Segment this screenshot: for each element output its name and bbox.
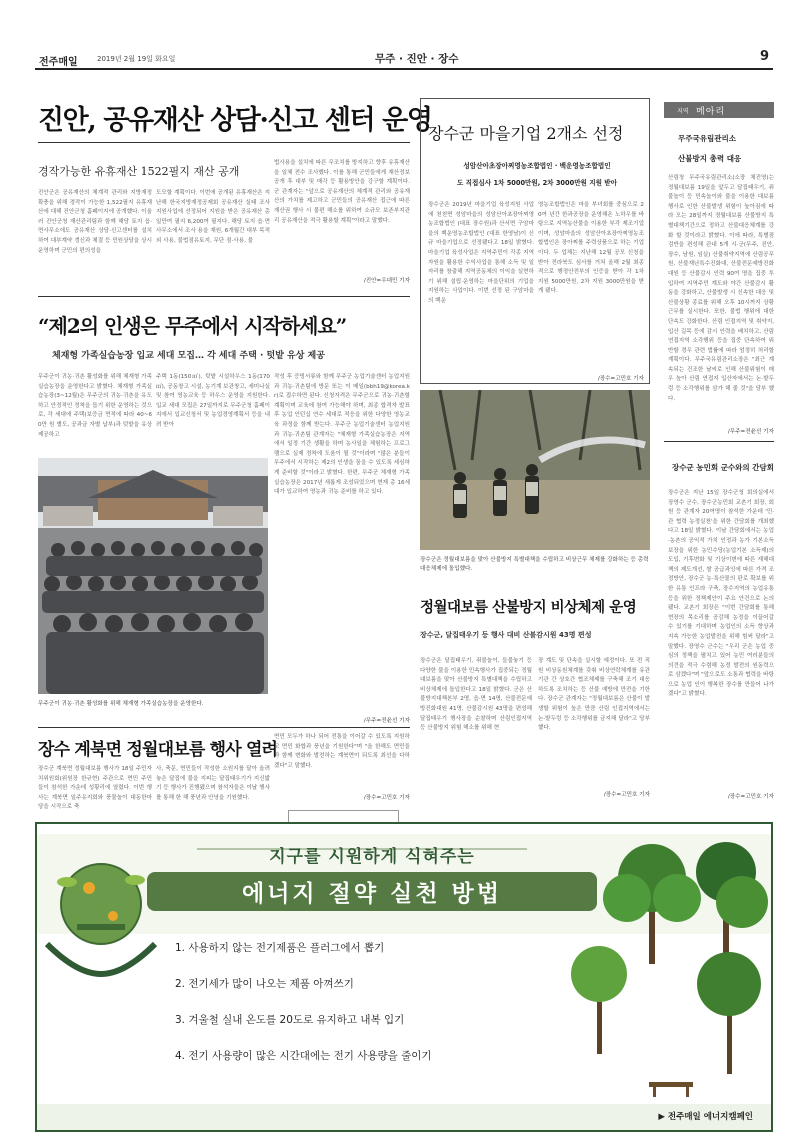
muju-headline: “제2의 인생은 무주에서 시작하세요” xyxy=(38,314,347,338)
sidebar-title: 메아리 xyxy=(696,107,726,117)
issue-date: 2019년 2월 19일 화요일 xyxy=(97,55,176,63)
village-body-col1: 장수군은 2019년 마을기업 육성지원 사업에 천천면 성암마을의 성암산아초장아찌영농조합법인 (대표 장수원)과 산서면 구암마을의 백운영농조합법인 (대표 한영남)이 신규 마을기업으로 선정됐다고 18일 밝혔다. 마을기업 육성사업은 지역주민이 각종 지역자원을 활용한 수익사업을 통해 소득 및 일자리를 창출해 지역공동체의 이익을 실현하기 위해 설립·운영하는 마을단위의 기업을 지원하는 사업이다. 이번 선정 된 구암마을의 백운 xyxy=(428,202,534,304)
fire-subhead: 장수군, 달집태우기 등 행사 대비 산불감시원 43명 편성 xyxy=(420,631,592,639)
festival-body-col1: 장수군 계북면 정월대보름 행사가 18일 주민자치위원회(위원장 한규현) 주관으로 면민 주민들이 참석한 가운데 성황리에 열렸다. 이번 행사는 계북면 일주유지회와 풍물놀이 대동한마당을 시작으로 축 xyxy=(38,766,152,811)
jinan-body-col2: 도모할 계획이다. 이번에 공개된 유휴재산은 지난해 한국지방재정공제회 공유재산 실태 조사 지원사업에 선정되어 지원을 받은 공유재산 총 일만여 필지 6,200여 필지다. 해당 토지 읍·면사무소에서 조사 용을 재원, 6개월간 대부 목적 외 사용, 불법점유토지, 무단 점·사용, 불 xyxy=(156,190,270,244)
energy-tip-2: 2. 전기세가 많이 나오는 제품 아껴쓰기 xyxy=(175,978,354,990)
muju-body-col3: 작성 후 증빙서류와 함께 무주군 농업기술센터 농업지원과 귀농·귀촌팀에 방문 또는 이 메일(bbh19@korea.kr)로 접수하면 된다. 신청자격은 무주군으로 귀농·귀촌할 계획이며 교육에 참여 가능해야 하며, 최종 합격자 발표 후 농업 인턴십 연수 세대로 적응을 위한 다양한 영농교육 과정을 함께 받는다. 무주군 농업기술센터 농업지원과 귀농·귀촌팀 관계자는 "체재형 가족실습농장은 지역에서 일정 기간 생활을 하며 농사일을 체험하는 프로그램으로 실제 정착에 도움이 될 것"이라며 "많은 분들이 무주에서 시작하는 제2의 인생을 꿈을 수 있도록 세심하게 준비할 것"이라고 밝혔다. 한편, 무주군 체재형 가족실습농장은 2017년 새롭게 조성되었으며 현재 총 16세대가 입교하여 영농과 귀농 준비를 하고 있다. xyxy=(274,374,410,496)
village-subhead-2: 도 직접심사 1차 5000만원, 2차 3000만원 지원 받아 xyxy=(457,179,617,187)
fire-byline: /장수=고민호 기자 xyxy=(603,792,650,798)
page-number: 9 xyxy=(759,49,769,64)
festival-body-col2: 사, 축문, 면민들이 작성한 소원지를 달아 올려놓은 달집에 불을 지피는 달집태우기가 지신밟기 등 행사가 진행됐으며 참석자들은 이날 행사를 통해 한 해 풍년과 안녕을 기원했다. xyxy=(156,766,270,801)
muju-photo-caption: 무주군이 귀농·귀촌 활성화를 위해 체재형 가족실습농장을 운영한다. xyxy=(38,701,204,707)
energy-ad-illustration xyxy=(37,824,771,1130)
energy-tip-3: 3. 겨울철 실내 온도를 20도로 유지하고 내복 입기 xyxy=(175,1014,405,1026)
muju-photo xyxy=(38,458,268,694)
rule xyxy=(38,296,410,297)
sidebar-item2-byline: /장수=고민호 기자 xyxy=(727,794,774,800)
festival-body-col3: 면민 모두가 하나 되어 전통을 이어갈 수 있도록 지원하고 면민 화합과 풍년을 기원한다"며 "올 한해도 면민들과 함께 변화와 발전하는 계북면이 되도록 최선을 다하겠다"고 말했다. xyxy=(274,734,410,769)
group-photo-image xyxy=(38,458,268,694)
sidebar-header xyxy=(664,102,774,118)
sidebar-item1-title2: 산불방지 총력 대응 xyxy=(678,154,742,163)
sidebar-item2-title: 장수군 농민회 군수와의 간담회 xyxy=(672,463,775,472)
muju-body-col2: 주택 1동(150㎡), 텃밭 시설하우스 1동(170㎡), 공동창고 시설, 농기계 보관창고, 세미나실 및 참여 영농교육 등 하우스 운영을 지원한다. 입교 세대 모집은 27일까지로 무주군청 홈페이지에서 입교신청서 및 농업경영계획서 등을 내려 받아 xyxy=(156,374,270,428)
energy-ad-footer: ▶ 전주매일 에너지캠페인 xyxy=(658,1112,753,1122)
sidebar-item1-body: 산림청 무주국유림관리소(소장 채진영)는 정월대보름 19일을 앞두고 달집태우기, 쥐불놀이 등 민속놀이와 불을 이용한 대보름 행사로 인한 산불발생 위험이 높아짐에 따라 오는 28일까지 정월대보름 산불방지 특별대책기간으로 정하고 산불대응체계를 강화 할 것이라고 밝혔다. 이에 따라, 특별점검반을 편성해 관내 5개 시·군(무주, 진안, 장수, 남원, 임실) 산불취약지역에 산림공무원, 산불재난특수진화대, 산불전문예방진화대원 등 산불감시 인력 90여 명을 집중 투입하여 지역주민 계도와 야간 산불감시 활동을 강화하고, 산불발생 시 신속한 대응 및 산불상황 종료를 위해 오후 10시까지 상황근무를 실시한다. 또한, 불법 행위에 대한 단속도 강화한다. 산림 인접지역 및 취약지, 입산 길목 등에 감시 인력을 배치하고, 산림 연접지역 소각행위 등을 집중 단속하여 위반할 경우 관련 법률에 따라 엄정히 처리할 계획이다. 무주국유림관리소장은 "최근 계속되는 건조한 날씨로 인해 산불위험이 매우 높아 산림 연접지 입산자에서는 논·밭두렁 등 소각행위를 삼가 해 줄 것"을 당부 했다. xyxy=(668,175,774,402)
jinan-headline: 진안, 공유재산 상담·신고 센터 운영 xyxy=(38,105,432,136)
fire-photo xyxy=(420,390,650,550)
jinan-subhead: 경작가능한 유휴재산 1522필지 재산 공개 xyxy=(38,165,240,178)
rule xyxy=(38,142,410,143)
muju-subhead: 체재형 가족실습농장 입교 세대 모집… 각 세대 주택 · 텃밭 유상 제공 xyxy=(52,351,325,361)
rule xyxy=(38,727,410,728)
energy-ad xyxy=(35,822,773,1132)
section-title: 무주 · 진안 · 장수 xyxy=(375,53,459,65)
fire-body-col2: 장 계도 및 단속을 실시할 예정이다. 또 전 직원 비상동원체계를 갖춰 비상연락체계를 유관기관 간 상호간 협조체제를 구축해 조기 대응하도록 조치하는 등 산불 예방에 만전을 기한다. 장수군 관계자는 "정월대보름은 산불이 발생할 위험이 높은 만큼 산림 인접지역에서는 논·밭두렁 등 소각행위를 금지해 달라"고 당부했다. xyxy=(538,658,650,732)
village-byline: /장수=고민호 기자 xyxy=(597,376,644,382)
energy-tip-4: 4. 전기 사용량이 많은 시간대에는 전기 사용량을 줄이기 xyxy=(175,1050,432,1062)
energy-ad-title-1: 지구를 시원하게 식혀주는 xyxy=(269,847,475,867)
jinan-body-col1: 진안군은 공유재산의 체계적 관리와 지방재정 확충을 위해 경작이 가능한 1,522필지 유휴재산에 대해 진안군청 홈페이지에 공개했다. 이울러 진안군청 재산관리팀과 함께 해당 토지 읍·면사무소에도 공유재산 상담·신고센터를 설치하여 대부계약 갱신과 체결 등 민원상담을 상시 운영하며 군민의 편의성을 xyxy=(38,190,152,254)
village-subhead-1: 성암산아초장아찌영농조합법인 · 백운영농조합법인 xyxy=(463,162,611,170)
sidebar-item1-byline: /무주=전윤선 기자 xyxy=(727,429,774,435)
festival-byline: /장수=고민호 기자 xyxy=(363,795,410,801)
masthead xyxy=(35,44,773,70)
sidebar-label: 지역 xyxy=(677,108,689,115)
energy-ad-title-2: 에너지 절약 실천 방법 xyxy=(147,872,597,911)
fire-photo-caption: 장수군은 정월대보름을 맞아 산불방지 특별대책을 수립하고 비상근무 체제를 강화하는 등 총력 대응체제에 돌입했다. xyxy=(420,557,649,572)
paper-name: 전주매일 xyxy=(39,57,78,68)
jinan-body-col3: 법사용을 설치에 따른 무조치를 방지하고 향후 유휴재산을 일체 전수 조사했다. 이를 통해 군민들에게 재산정보 공개 후 대부 및 매각 등 활용방안을 강구할 계획이다. 군 관계자는 "앞으로 공유재산의 체계적 관리와 공유재산의 가치를 제고하고 군민들의 공유재산 접근에 따른 재산권 행사 시 불편 해소를 위하여 소규모 보존부지관리 공유재산을 적극 활용할 계획"이라고 말했다. xyxy=(274,160,410,224)
fire-headline: 정월대보름 산불방지 비상체제 운영 xyxy=(420,599,637,616)
sidebar-item1-title1: 무주국유림관리소 xyxy=(678,134,736,143)
rule xyxy=(664,441,774,442)
muju-body-col1: 무주군이 귀농·귀촌 활성화를 위해 체재형 가족실습농장을 운영한다고 밝혔다. 체재형 가족실습농장(3~12월)은 무주군의 귀농·귀촌을 유도하고 안정적인 정착을 돕기 위한 운영하는 것으로, 각 세대에 주택(보증금 면적에 따라 40~60만 원 별도, 공과금 자별 납부)과 텃밭을 유상 제공하고 xyxy=(38,374,152,438)
fire-drill-image xyxy=(420,390,650,550)
fire-body-col1: 장수군은 달집태우기, 쥐불놀이, 들불놓기 등 다양한 불을 이용한 민속행사가 집중되는 정월대보름을 맞아 산불방지 특별대책을 수립하고 비상체제에 돌입한다고 18일 밝혔다. 군은 산불방지대책본부 2명, 읍·면 14명, 산불전문예방진화대원 41명, 산불감시원 43명을 편성해 달집태우기 행사장을 순찰하며 산림인접지역 등 산불방지 위험 해소를 위해 현 xyxy=(420,658,532,732)
energy-tip-1: 1. 사용하지 않는 전기제품은 플러그에서 뽑기 xyxy=(175,942,385,954)
village-body-col2: 영농조합법인은 마을 부녀회를 중심으로 20여 년간 한과공장을 운영해온 노하우를 바탕으로 지역농산물을 이용한 부각 제조기업이며, 성암마을의 성암산아초장아찌영농조합법인은 장아찌를 주력상품으로 하는 기업이다. 두 업체는 지난해 12월 공모 신청을 받아 전라북도 심사를 거쳐 올해 2월 최종적으로 행정안전부의 인증을 받아 각 1차 지원 5000만원, 2차 지원 3000만원을 받게 됐다. xyxy=(538,202,644,295)
muju-byline: /무주=전윤선 기자 xyxy=(363,718,410,724)
sidebar-item2-body: 장수군은 지난 15일 장수군청 회의실에서 장영수 군수, 장수군농민회 교촌기 회장, 회원 등 관계자 20여명이 참석한 가운데 '민·관 협력 농정실천'을 위한 간담회를 개최했다고 18일 밝혔다. 이날 간담회에서는 농업·농촌의 공익적 가치 인정과 농가 기본소득 보장을 위한 농민수당(농업기본 소득제)의 도입, 기후변화 및 기상이변에 따른 재해대책의 제도개선, 쌀 공급과잉에 따른 가격 조정방안, 장수군 농·특산물의 판로 확보를 위한 유통 인프라 구축, 장수지역의 농업유통 등을 위한 정책제안이 주요 안건으로 논의됐다. 교촌기 회장은 "이번 간담회를 통해 현장의 목소리를 공감해 농정을 이끌어갈 수 있기를 기대하며 농업인의 소득 향상과 지속 가능한 농업발전을 위해 힘써 달라"고 말했다. 장영수 군수는 "우리 군은 농업 중심의 정책을 펼치고 있어 농민 여러분들의 의견을 적극 수렴해 농정 발전의 원동력으로 삼겠다"며 "앞으로도 소통과 협력을 바탕으로 농업 인이 행복한 장수를 만들어 나가겠다"고 밝혔다. xyxy=(668,490,774,698)
festival-headline: 장수 계북면 정월대보름 행사 열려 xyxy=(38,740,278,760)
jinan-byline: /진안=우대민 기자 xyxy=(363,278,410,284)
village-headline: 장수군 마을기업 2개소 선정 xyxy=(428,124,624,143)
